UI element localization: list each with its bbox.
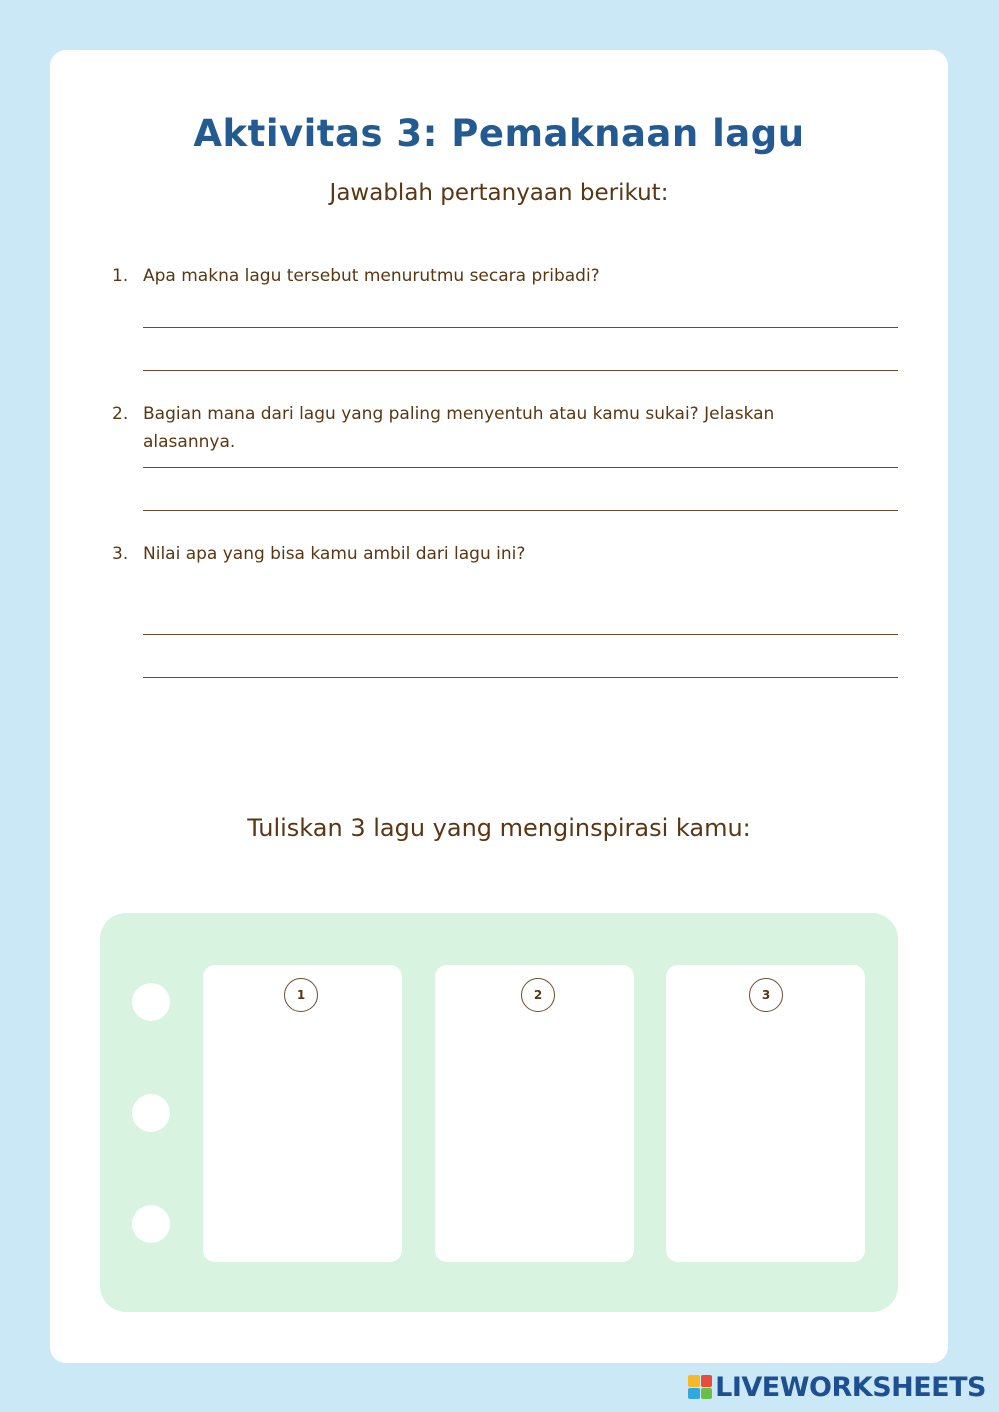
question-3-number: 3. — [112, 544, 129, 564]
liveworksheets-logo — [688, 1370, 986, 1404]
question-1-number: 1. — [112, 266, 129, 286]
question-3-text: Nilai apa yang bisa kamu ambil dari lagu ini? — [143, 544, 526, 564]
card-number-badge: 2 — [521, 978, 555, 1012]
answer-line-3b[interactable] — [143, 677, 898, 678]
binder-hole — [132, 1205, 170, 1243]
answer-line-2b[interactable] — [143, 510, 898, 511]
question-1-text: Apa makna lagu tersebut menurutmu secara pribadi? — [143, 266, 600, 286]
answer-line-3a[interactable] — [143, 634, 898, 635]
songs-panel — [100, 913, 898, 1312]
answer-line-1a[interactable] — [143, 327, 898, 328]
question-2-text: Bagian mana dari lagu yang paling menyentuh atau kamu sukai? Jelaskan alasannya. — [143, 404, 775, 452]
brand-name: LIVEWORKSHEETS — [715, 1371, 986, 1403]
card-number-badge: 1 — [284, 978, 318, 1012]
card-number-badge: 3 — [749, 978, 783, 1012]
page-subtitle: Jawablah pertanyaan berikut: — [329, 180, 669, 206]
liveworksheets-logo-icon — [688, 1375, 712, 1399]
answer-line-1b[interactable] — [143, 370, 898, 371]
question-2-number: 2. — [112, 404, 129, 424]
song-card-3[interactable] — [666, 965, 865, 1262]
page-title: Aktivitas 3: Pemaknaan lagu — [193, 112, 805, 155]
answer-line-2a[interactable] — [143, 467, 898, 468]
song-card-1[interactable] — [203, 965, 402, 1262]
binder-hole — [132, 1094, 170, 1132]
section-title-inspiring-songs: Tuliskan 3 lagu yang menginspirasi kamu: — [247, 814, 751, 842]
binder-hole — [132, 983, 170, 1021]
song-card-2[interactable] — [435, 965, 634, 1262]
worksheet-page — [50, 50, 948, 1363]
